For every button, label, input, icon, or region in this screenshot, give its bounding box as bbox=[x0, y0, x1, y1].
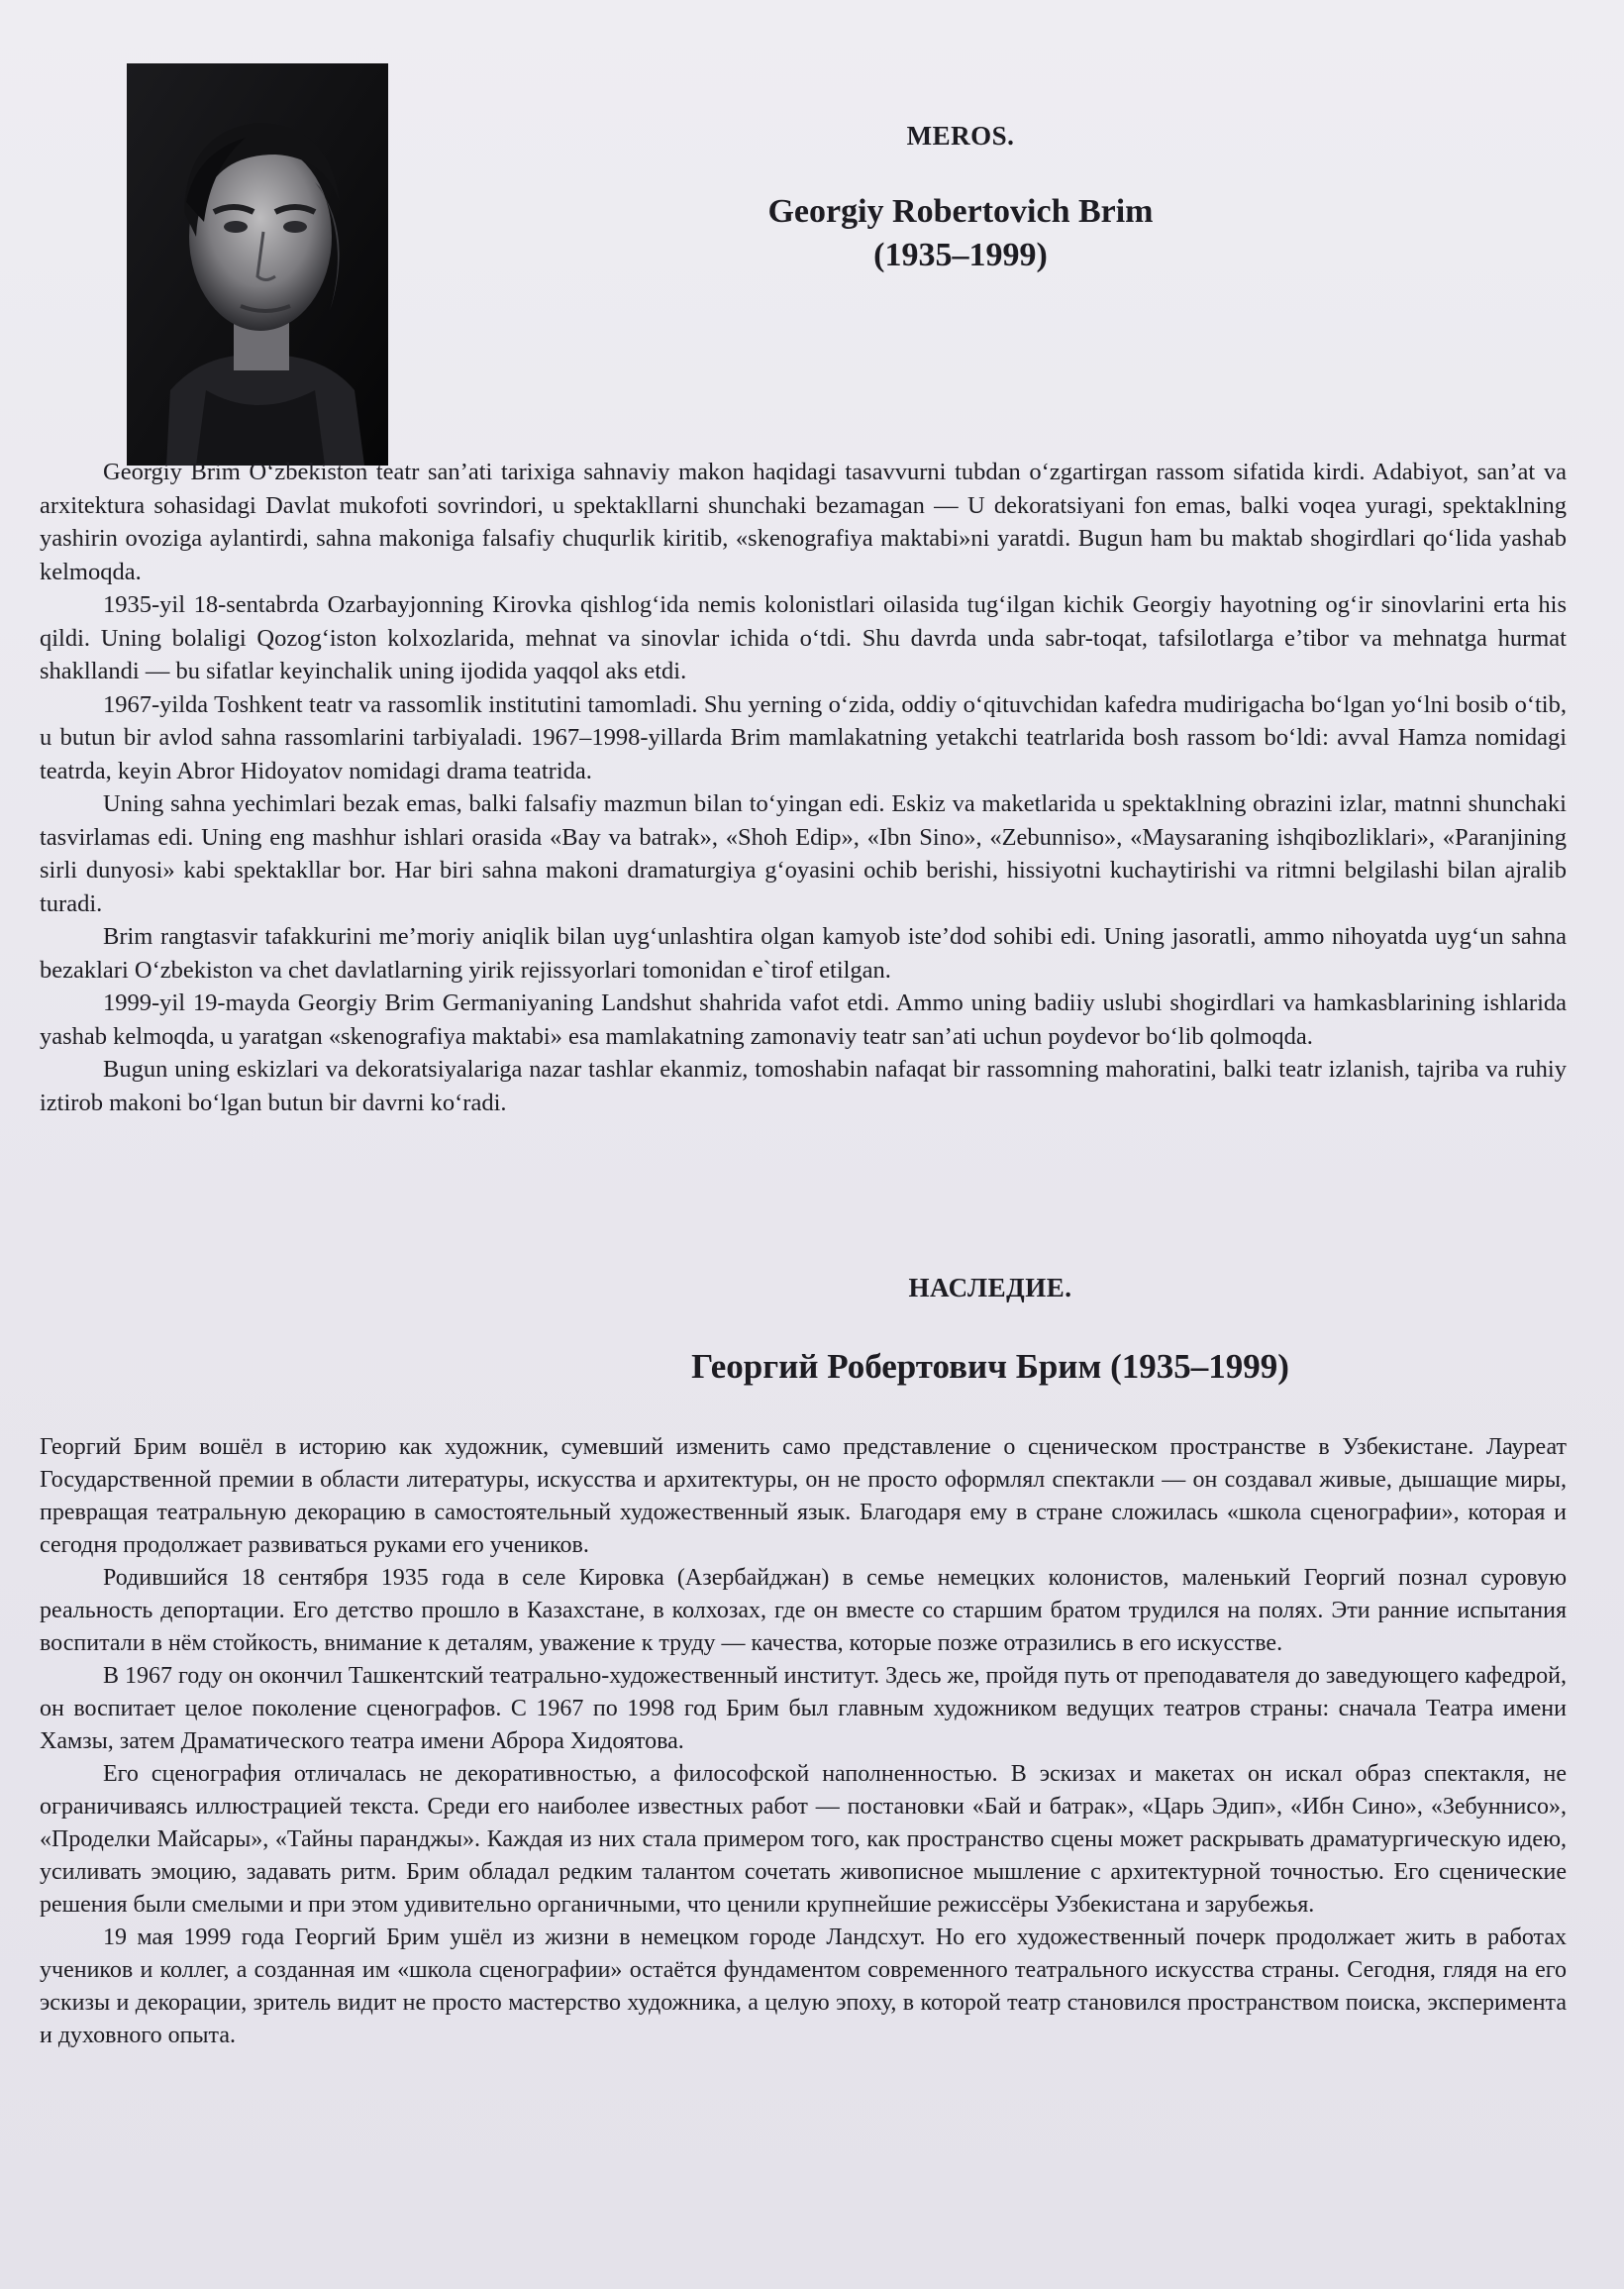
name-uz: Georgiy Robertovich Brim bbox=[767, 193, 1154, 230]
portrait-icon bbox=[127, 63, 388, 466]
paragraph-uz: 1935-yil 18-sentabrda Ozarbayjonning Kirovka qishlog‘ida nemis kolonistlari oilasida tug‘ilgan kichik Georgiy hayotning og‘ir sinovlarini erta his qildi. Uning bolaligi Qozog‘iston kolxozlarida, mehnat va sinovlar ichida o‘tdi. Shu davrda unda sabr-toqat, tafsilotlarga e’tibor va mehnatga hurmat shakllandi — bu sifatlar keyinchalik uning ijodida yaqqol aks etdi. bbox=[40, 591, 1567, 684]
paragraph-uz: Brim rangtasvir tafakkurini me’moriy aniqlik bilan uyg‘unlashtira olgan kamyob iste’dod sohibi edi. Uning jasoratli, ammo nihoyatda uyg‘un sahna bezaklari O‘zbekiston va chet davlatlarning yirik rejissyorlari tomonidan e`tirof etilgan. bbox=[40, 923, 1567, 984]
paragraph-ru: В 1967 году он окончил Ташкентский театрально-художественный институт. Здесь же, пройдя путь от преподавателя до заведующего кафедрой, он воспитает целое поколение сценографов. С 1967 по 1998 год Брим был главным художником ведущих театров страны: сначала Театра имени Хамзы, затем Драматического театра имени Аброра Хидоятова. bbox=[40, 1663, 1567, 1754]
biography-uz bbox=[40, 456, 1567, 1119]
person-name-uz bbox=[634, 190, 1287, 277]
paragraph-ru: 19 мая 1999 года Георгий Брим ушёл из жизни в немецком городе Ландсхут. Но его художественный почерк продолжает жить в работах учеников и коллег, а созданная им «школа сценографии» остаётся фундаментом современного театрального искусства страны. Сегодня, глядя на его эскизы и декорации, зритель видит не просто мастерство художника, а целую эпоху, в которой театр становился пространством поиска, эксперимента и духовного опыта. bbox=[40, 1925, 1567, 2048]
person-name-ru: Георгий Робертович Брим (1935–1999) bbox=[691, 1347, 1289, 1386]
biography-ru bbox=[40, 1431, 1567, 2052]
section-title-ru: НАСЛЕДИЕ. bbox=[908, 1273, 1072, 1302]
section-title-uz: MEROS. bbox=[906, 121, 1015, 151]
paragraph-uz: Bugun uning eskizlari va dekoratsiyalariga nazar tashlar ekanmiz, tomoshabin nafaqat bir rassomning mahoratini, balki teatr izlanish, tajriba va ruhiy iztirob makoni bo‘lgan butun bir davrni ko‘radi. bbox=[40, 1056, 1567, 1116]
paragraph-ru: Георгий Брим вошёл в историю как художник, сумевший изменить само представление о сценическом пространстве в Узбекистане. Лауреат Государственной премии в области литературы, искусства и архитектуры, он не просто оформлял спектакли — он создавал живые, дышащие миры, превращая театральную декорацию в самостоятельный художественный язык. Благодаря ему в стране сложилась «школа сценографии», которая и сегодня продолжает развиваться руками его учеников. bbox=[40, 1434, 1567, 1558]
paragraph-uz: Uning sahna yechimlari bezak emas, balki falsafiy mazmun bilan to‘yingan edi. Eskiz va maketlarida u spektaklning obrazini izlar, matnni shunchaki tasvirlamas edi. Uning eng mashhur ishlari orasida «Bay va batrak», «Shoh Edip», «Ibn Sino», «Zebunniso», «Maysaraning ishqibozliklari», «Paranjining sirli dunyosi» kabi spektakllar bor. Har biri sahna makoni dramaturgiya g‘oyasini ochib berishi, hissiyotni kuchaytirishi va ritmni belgilashi bilan ajralib turadi. bbox=[40, 790, 1567, 917]
paragraph-uz: 1999-yil 19-mayda Georgiy Brim Germaniyaning Landshut shahrida vafot etdi. Ammo uning badiiy uslubi shogirdlari va hamkasblarining ishlarida yashab kelmoqda, u yaratgan «skenografiya maktabi» esa mamlakatning zamonaviy teatr san’ati uchun poydevor bo‘lib qolmoqda. bbox=[40, 989, 1567, 1050]
paragraph-ru: Родившийся 18 сентября 1935 года в селе Кировка (Азербайджан) в семье немецких колонистов, маленький Георгий познал суровую реальность депортации. Его детство прошло в Казахстане, в колхозах, где он вместе со старшим братом трудился на полях. Эти ранние испытания воспитали в нём стойкость, внимание к деталям, уважение к труду — качества, которые позже отразились в его искусстве. bbox=[40, 1565, 1567, 1656]
paragraph-ru: Его сценография отличалась не декоративностью, а философской наполненностью. В эскизах и макетах он искал образ спектакля, не ограничиваясь иллюстрацией текста. Среди его наиболее известных работ — постановки «Бай и батрак», «Царь Эдип», «Ибн Сино», «Зебуннисо», «Проделки Майсары», «Тайны паранджы». Каждая из них стала примером того, как пространство сцены может раскрывать драматургическую идею, усиливать эмоцию, задавать ритм. Брим обладал редким талантом сочетать живописное мышление с архитектурной точностью. Его сценические решения были смелыми и при этом удивительно органичными, что ценили крупнейшие режиссёры Узбекистана и зарубежья. bbox=[40, 1761, 1567, 1918]
portrait-photo bbox=[127, 63, 388, 466]
years-uz: (1935–1999) bbox=[873, 237, 1048, 273]
paragraph-uz: Georgiy Brim O‘zbekiston teatr san’ati tarixiga sahnaviy makon haqidagi tasavvurni tubdan o‘zgartirgan rassom sifatida kirdi. Adabiyot, san’at va arxitektura sohasidagi Davlat mukofoti sovrindori, u spektakllarni shunchaki bezamagan — U dekoratsiyani fon emas, balki voqea yuragi, spektaklning yashirin ovoziga aylantirdi, sahna makoniga falsafiy chuqurlik kiritib, «skenografiya maktabi»ni yaratdi. Bugun ham bu maktab shogirdlari qo‘lida yashab kelmoqda. bbox=[40, 459, 1567, 585]
paragraph-uz: 1967-yilda Toshkent teatr va rassomlik institutini tamomladi. Shu yerning o‘zida, oddiy o‘qituvchidan kafedra mudirigacha bo‘lgan yo‘lni bosib o‘tib, u butun bir avlod sahna rassomlarini tarbiyaladi. 1967–1998-yillarda Brim mamlakatning yetakchi teatrlarida bosh rassom bo‘ldi: avval Hamza nomidagi teatrda, keyin Abror Hidoyatov nomidagi drama teatrida. bbox=[40, 690, 1567, 784]
